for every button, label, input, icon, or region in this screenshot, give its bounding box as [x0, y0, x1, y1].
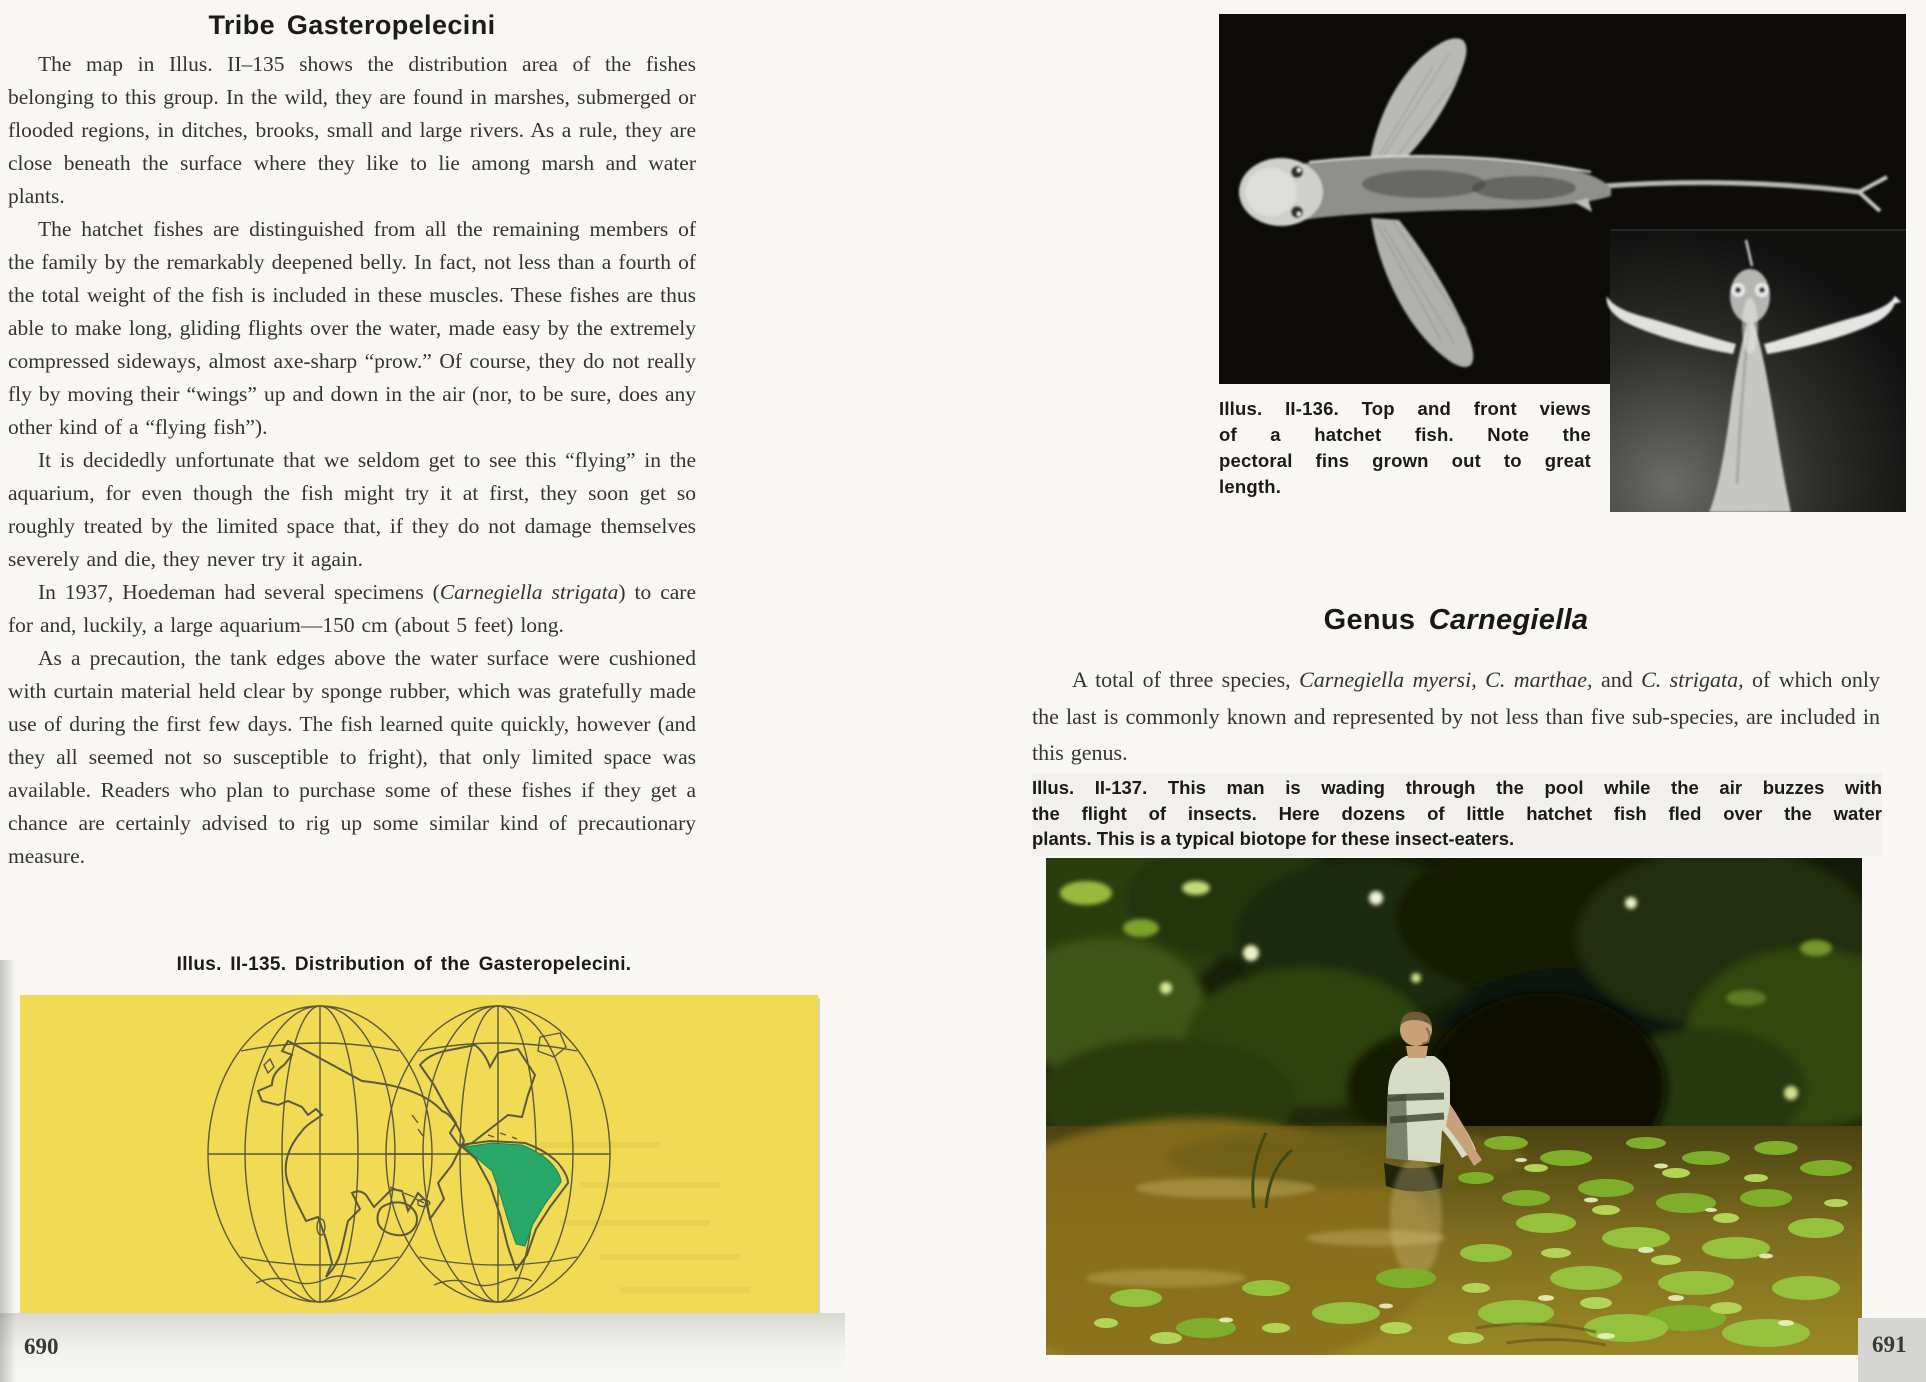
caption-line: of a hatchet fish. Note the	[1219, 424, 1591, 445]
page-number-left: 690	[24, 1334, 59, 1359]
genus-heading-species: Carnegiella	[1428, 604, 1589, 636]
paragraph: The map in Illus. II–135 shows the distribution area of the fishes belonging to this group. In the wild, they are found in marshes, submerged or flooded regions, in ditches, brooks, small and large rivers. As a rule, they are close beneath the surface where they like to lie among marsh and water plants.	[8, 52, 696, 208]
map-caption: Illus. II-135. Distribution of the Gasteropelecini.	[176, 954, 632, 975]
caption-line: Illus. II-137. This man is wading through the pool while the air buzzes with	[1032, 777, 1882, 798]
caption-line: pectoral fins grown out to great	[1219, 450, 1591, 471]
caption-line: Illus. II-136. Top and front views	[1219, 398, 1591, 419]
paragraph: In 1937, Hoedeman had several specimens (Carnegiella strigata) to care for and, luckily, a large aquarium—150 cm (about 5 feet) long.	[8, 580, 696, 637]
hatchetfish-photo	[1219, 14, 1906, 512]
paragraph: It is decidedly unfortunate that we seldom get to see this “flying” in the aquarium, for even though the fish might try it at first, they soon get so roughly treated by the limited space that, if they do not damage themselves severely and die, they never try it again.	[8, 448, 696, 571]
page-title: Tribe Gasteropelecini	[208, 10, 496, 40]
photo-caption-137	[1032, 773, 1882, 856]
biotope-photo-art	[1046, 858, 1862, 1355]
genus-heading-prefix: Genus	[1323, 604, 1416, 636]
body-text-column	[8, 48, 696, 873]
world-map-illustration	[20, 995, 818, 1313]
paragraph: The hatchet fishes are distinguished from all the remaining members of the family by the remarkably deepened belly. In fact, not less than a fourth of the total weight of the fish is included in these muscles. These fishes are thus able to make long, gliding flights over the water, made easy by the extremely compressed sideways, almost axe-sharp “prow.” Of course, they do not really fly by moving their “wings” up and down in the air (nor, to be sure, does any other kind of a “flying fish”).	[8, 217, 696, 439]
distribution-map	[20, 995, 818, 1313]
left-page-bottom-band	[0, 1313, 845, 1382]
western-hemisphere-globe	[386, 1006, 610, 1302]
biotope-photo	[1046, 858, 1862, 1355]
caption-line: plants. This is a typical biotope for these insect-eaters.	[1032, 828, 1515, 849]
photo-caption-136	[1219, 396, 1591, 500]
page-number-right: 691	[1872, 1332, 1907, 1357]
distribution-region	[464, 1143, 561, 1246]
genus-paragraph	[1032, 662, 1880, 772]
caption-line: length.	[1219, 476, 1282, 497]
paragraph: As a precaution, the tank edges above the water surface were cushioned with curtain material held clear by sponge rubber, which was gratefully made use of during the first few days. The fish learned quite quickly, however (and they all seemed not so susceptible to fright), that only limited space was available. Readers who plan to purchase some of these fishes if they get a chance are certainly advised to rig up some similar kind of precautionary measure.	[8, 646, 696, 868]
page-edge-shadow	[0, 960, 16, 1382]
paragraph: A total of three species, Carnegiella myersi, C. marthae, and C. strigata, of which only the last is commonly known and represented by not less than five sub-species, are included in this genus.	[1032, 667, 1881, 765]
genus-heading	[1032, 604, 1880, 637]
caption-line: the flight of insects. Here dozens of little hatchet fish fled over the water	[1032, 802, 1882, 824]
